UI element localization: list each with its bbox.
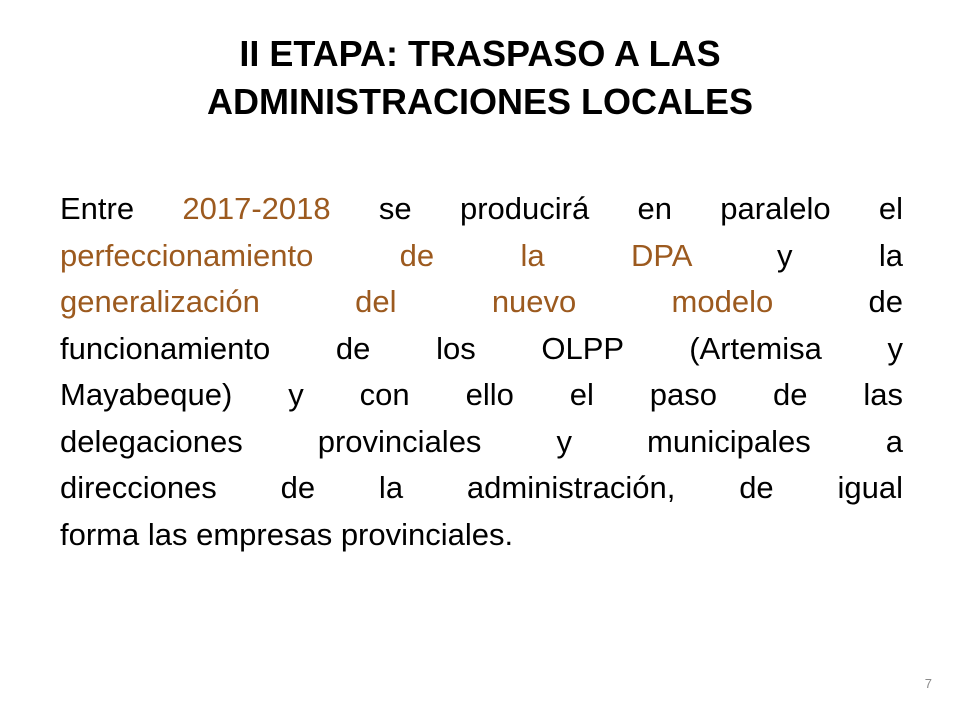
- slide-title: [60, 30, 900, 126]
- highlight-years: 2017-2018: [182, 191, 331, 226]
- highlight-perfeccionamiento: perfeccionamiento de la DPA: [60, 237, 691, 273]
- body-text-entre: Entre: [60, 191, 183, 226]
- highlight-generalizacion: generalización del nuevo modelo: [60, 284, 774, 319]
- body-line-1: [60, 186, 903, 233]
- body-line-8: forma las empresas provinciales.: [60, 516, 514, 552]
- slide-title-line-1: II ETAPA: TRASPASO A LAS: [239, 33, 721, 74]
- body-line-5: Mayabeque) y con ello el paso de las: [60, 377, 903, 412]
- body-text-de: de: [773, 284, 903, 319]
- body-line-3: [60, 279, 903, 326]
- body-line-7: direcciones de la administración, de igual: [60, 470, 903, 505]
- body-line-4: funcionamiento de los OLPP (Artemisa y: [60, 330, 903, 366]
- body-paragraph: [60, 186, 903, 558]
- page-number: 7: [924, 676, 932, 691]
- slide-title-line-2: ADMINISTRACIONES LOCALES: [206, 81, 753, 122]
- body-line-6: delegaciones provinciales y municipales a: [60, 423, 903, 459]
- body-text-paralelo: se producirá en paralelo el: [330, 191, 903, 226]
- body-text-y-la: y la: [690, 237, 903, 273]
- body-line-2: [60, 233, 903, 280]
